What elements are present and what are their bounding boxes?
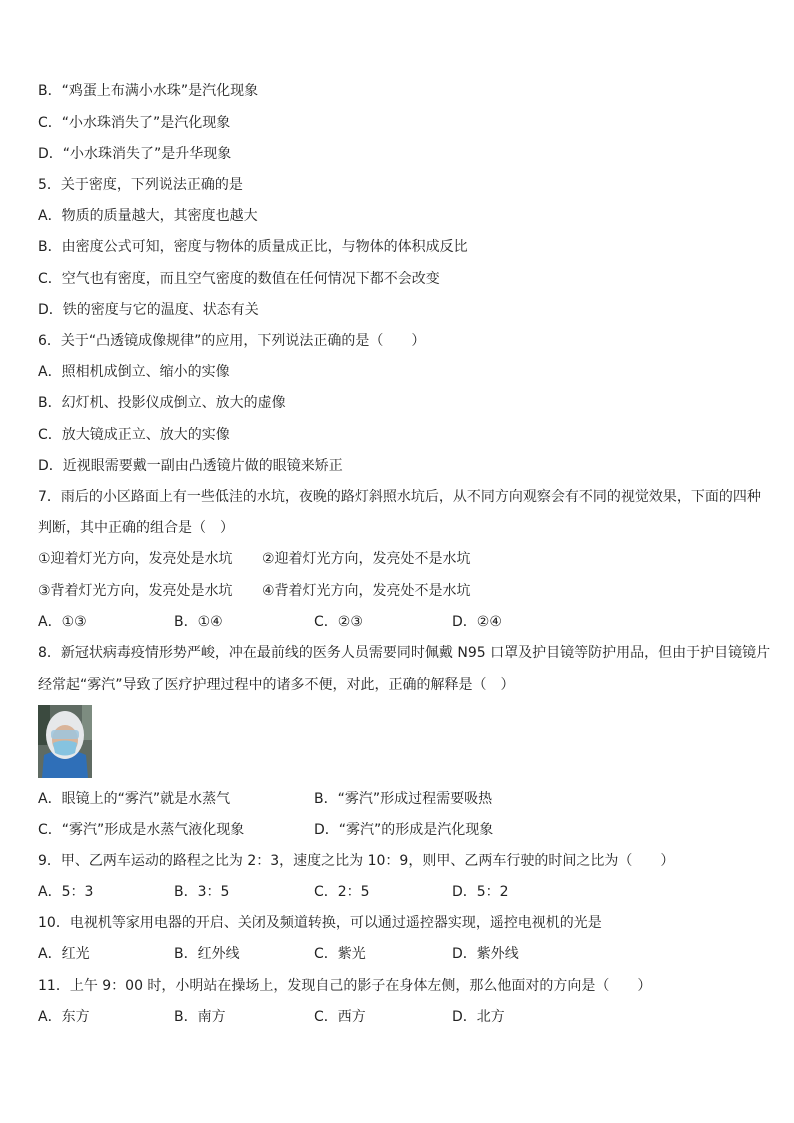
q6-stem: 6．关于“凸透镜成像规律”的应用，下列说法正确的是（ ） (38, 333, 426, 349)
q6-option-c: C．放大镜成正立、放大的实像 (38, 427, 230, 443)
q7-judgement-2: ②迎着灯光方向，发亮处不是水坑 (262, 551, 471, 567)
q10-stem: 10．电视机等家用电器的开启、关闭及频道转换，可以通过遥控器实现，遥控电视机的光是 (38, 915, 602, 931)
q9-option-c: C．2：5 (314, 884, 370, 900)
q5-option-b: B．由密度公式可知，密度与物体的质量成正比，与物体的体积成反比 (38, 239, 468, 255)
q9-option-d: D．5：2 (452, 884, 509, 900)
q9-option-b: B．3：5 (174, 884, 230, 900)
q5-option-d: D．铁的密度与它的温度、状态有关 (38, 302, 259, 318)
q9-stem: 9．甲、乙两车运动的路程之比为 2：3，速度之比为 10：9，则甲、乙两车行驶的时间之比为（ ） (38, 853, 675, 869)
q6-option-a: A．照相机成倒立、缩小的实像 (38, 364, 230, 380)
q11-stem: 11．上午 9：00 时，小明站在操场上，发现自己的影子在身体左侧，那么他面对的方向是（ ） (38, 978, 652, 994)
q11-option-a: A．东方 (38, 1009, 90, 1025)
q10-option-b: B．红外线 (174, 946, 240, 962)
q9-option-a: A．5：3 (38, 884, 94, 900)
q4-option-b: B．“鸡蛋上布满小水珠”是汽化现象 (38, 83, 259, 99)
q5-stem: 5．关于密度，下列说法正确的是 (38, 177, 243, 193)
q11-option-d: D．北方 (452, 1009, 505, 1025)
q4-option-d: D．“小水珠消失了”是升华现象 (38, 146, 232, 162)
q11-option-b: B．南方 (174, 1009, 226, 1025)
q10-option-c: C．紫光 (314, 946, 366, 962)
q5-option-c: C．空气也有密度，而且空气密度的数值在任何情况下都不会改变 (38, 271, 440, 287)
q4-option-c: C．“小水珠消失了”是汽化现象 (38, 115, 231, 131)
q7-option-d: D．②④ (452, 614, 502, 630)
q8-option-b: B．“雾汽”形成过程需要吸热 (314, 791, 493, 807)
q7-judgement-3: ③背着灯光方向，发亮处是水坑 (38, 583, 233, 599)
q7-stem-line2: 判断，其中正确的组合是（ ） (38, 520, 234, 536)
q8-option-c: C．“雾汽”形成是水蒸气液化现象 (38, 822, 245, 838)
q5-option-a: A．物质的质量越大，其密度也越大 (38, 208, 258, 224)
q7-judgement-4: ④背着灯光方向，发亮处不是水坑 (262, 583, 471, 599)
q10-option-a: A．红光 (38, 946, 90, 962)
q7-option-a: A．①③ (38, 614, 87, 630)
q11-option-c: C．西方 (314, 1009, 366, 1025)
q8-option-a: A．眼镜上的“雾汽”就是水蒸气 (38, 791, 231, 807)
q7-stem-line1: 7．雨后的小区路面上有一些低洼的水坑，夜晚的路灯斜照水坑后，从不同方向观察会有不同的视觉效果，下面的四种 (38, 489, 761, 505)
q8-stem-line2: 经常起“雾汽”导致了医疗护理过程中的诸多不便，对此，正确的解释是（ ） (38, 677, 515, 693)
q8-stem-line1: 8．新冠状病毒疫情形势严峻，冲在最前线的医务人员需要同时佩戴 N95 口罩及护目镜等防护用品，但由于护目镜镜片 (38, 645, 771, 661)
q6-option-b: B．幻灯机、投影仪成倒立、放大的虚像 (38, 395, 286, 411)
q6-option-d: D．近视眼需要戴一副由凸透镜片做的眼镜来矫正 (38, 458, 343, 474)
medical-worker-photo (38, 705, 92, 778)
q8-option-d: D．“雾汽”的形成是汽化现象 (314, 822, 494, 838)
q7-option-b: B．①④ (174, 614, 223, 630)
q10-option-d: D．紫外线 (452, 946, 519, 962)
q7-judgement-1: ①迎着灯光方向，发亮处是水坑 (38, 551, 233, 567)
q7-option-c: C．②③ (314, 614, 363, 630)
